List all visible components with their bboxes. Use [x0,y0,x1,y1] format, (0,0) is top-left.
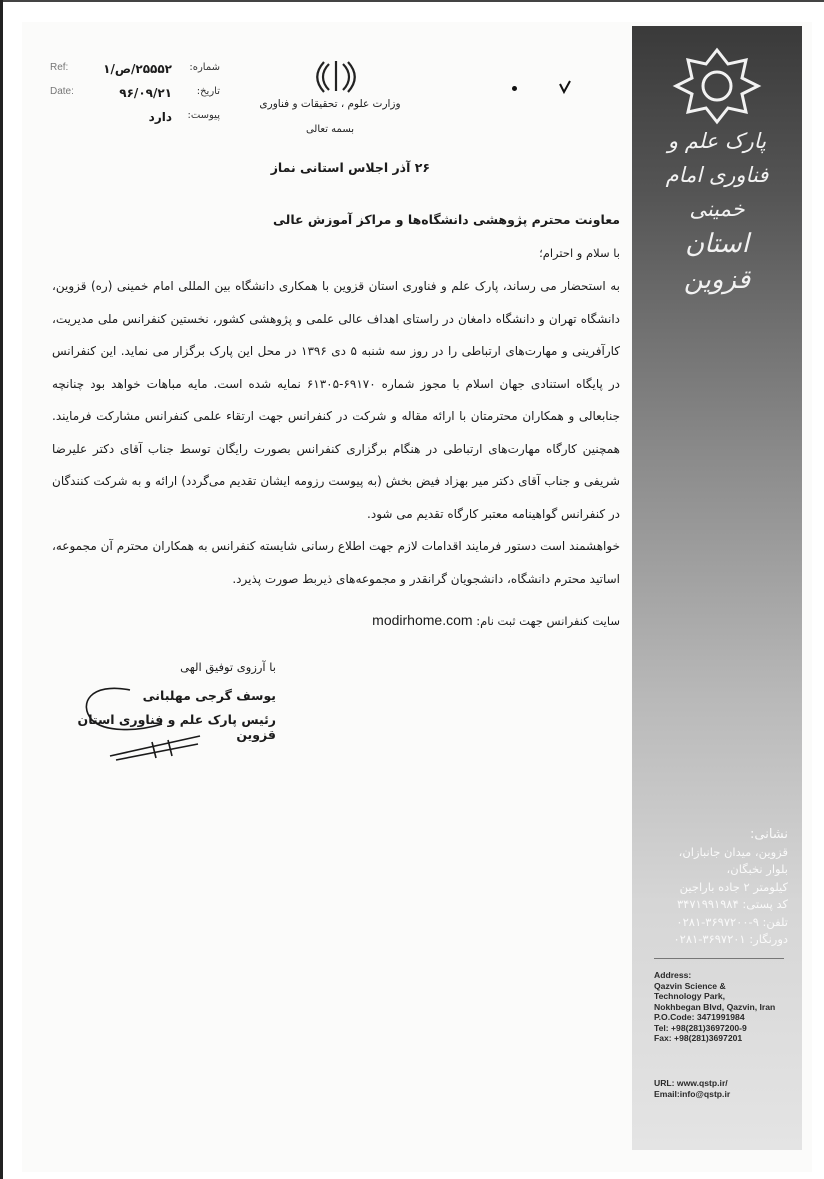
letter-date: ۹۶/۰۹/۲۱ [119,86,172,100]
signer-title: رئیس پارک علم و فناوری استان قزوین [77,712,276,742]
address-en-line: Tel: +98(281)3697200-9 [654,1022,747,1033]
pen-mark-icon [558,80,572,96]
address-en-line: P.O.Code: 3471991984 [654,1012,745,1022]
signer-name: یوسف گرجی مهلبانی [142,688,276,703]
scan-edge-left [0,0,3,1179]
body-paragraph: به استحضار می رساند، پارک علم و فناوری استان قزوین با همکاری دانشگاه بین المللی امام خمینی (ره) قزوین، دانشگاه تهران و دانشگاه دامغان در راستای اهداف عالی علمی و پژوهشی کشور، نخستین کنفرانس ملی مدیریت، کارآفرینی و مهارت‌های ارتباطی را در روز سه شنبه ۵ دی ۱۳۹۶ در محل این پارک برگزار می نماید. این کنفرانس در پایگاه استنادی جهان اسلام با مجوز شماره ۶۹۱۷۰-۶۱۳۰۵ نمایه شده است. مایه مباهات خواهد بود چنانچه جنابعالی و همکاران محترمتان با ارائه مقاله و شرکت در کنفرانس جهت ارتقاء علمی کنفرانس مشارکت فرمایند. همچنین کارگاه مهارت‌های ارتباطی در هنگام برگزاری کنفرانس بصورت رایگان توسط جناب آقای دکتر علیرضا شریفی و جناب آقای دکتر میر بهزاد فیض بخش (به پیوست رزومه ایشان تقدیم می‌گردد) ارائه و به شرکت کنندگان در کنفرانس گواهینامه معتبر کارگاه تقدیم می شود. [52,279,620,521]
website-url: URL: www.qstp.ir/ [654,1078,728,1088]
scan-edge-top [0,0,824,2]
letter-closing: با آرزوی توفیق الهی [180,660,276,674]
email-address: Email:info@qstp.ir [654,1089,731,1099]
park-star-emblem-icon [652,46,782,126]
address-english [654,970,800,1044]
address-fa-line: قزوین، میدان جانبازان، [678,844,788,859]
address-en-line: Qazvin Science & [654,980,726,991]
body-paragraph: خواهشمند است دستور فرمایند اقدامات لازم جهت اطلاع رسانی شایسته کنفرانس به همکاران محترم آن مجموعه، اساتید محترم دانشگاه، دانشجویان گرانقدر و مجموعه‌های ذیربط صورت پذیرد. [52,539,620,586]
conference-site-line [300,612,620,628]
reference-block [50,62,220,132]
ref-label-fa: شماره: [189,62,220,73]
address-en-line: Nokhbegan Blvd, Qazvin, Iran [654,1001,776,1012]
address-en-line: Fax: +98(281)3697201 [654,1033,743,1043]
letter-recipient: معاونت محترم پژوهشی دانشگاه‌ها و مراکز آموزش عالی [272,212,620,227]
logo-text-line2: استان قزوین [683,229,751,295]
date-label-fa: تاریخ: [196,86,220,97]
ref-number: ۲۵۵۵۲/ص/۱ [103,62,172,76]
address-fa-line: تلفن: ۹-۳۶۹۷۲۰۰-۰۲۸۱ [676,914,788,929]
address-en-line: Technology Park, [654,991,725,1001]
ministry-title: وزارت علوم ، تحقیقات و فناوری [259,98,401,110]
address-divider [654,958,784,959]
park-logo [652,46,782,295]
letter-greeting: با سلام و احترام؛ [539,246,620,260]
ref-label-en: Ref: [50,62,69,73]
address-persian [638,826,788,949]
address-fa-line: کد پستی: ۳۴۷۱۹۹۱۹۸۴ [677,897,788,911]
attachment-label-fa: پیوست: [187,110,220,121]
letter-body [52,270,620,595]
letter-subject: ۲۶ آذر اجلاس استانی نماز [270,160,430,175]
address-fa-label: نشانی: [749,827,788,842]
logo-text-line1: پارک علم و فناوری امام خمینی [665,129,769,221]
address-fa-line: کیلومتر ۲ جاده باراجین [679,879,788,894]
scan-dot [512,86,517,91]
letterhead-sidebar [632,26,802,1150]
web-contact [654,1078,800,1100]
date-label-en: Date: [50,86,74,97]
site-url-link[interactable]: modirhome.com [372,612,473,628]
address-fa-line: دورنگار: ۳۶۹۷۲۰۱-۰۲۸۱ [673,932,788,946]
iran-emblem-icon [315,58,357,94]
attachment-value: دارد [148,110,172,124]
address-en-line: Address: [654,970,692,980]
site-label: سایت کنفرانس جهت ثبت نام: [476,614,620,628]
basmala: بسمه تعالی [305,124,355,135]
address-fa-line: بلوار نخبگان، [726,862,788,876]
